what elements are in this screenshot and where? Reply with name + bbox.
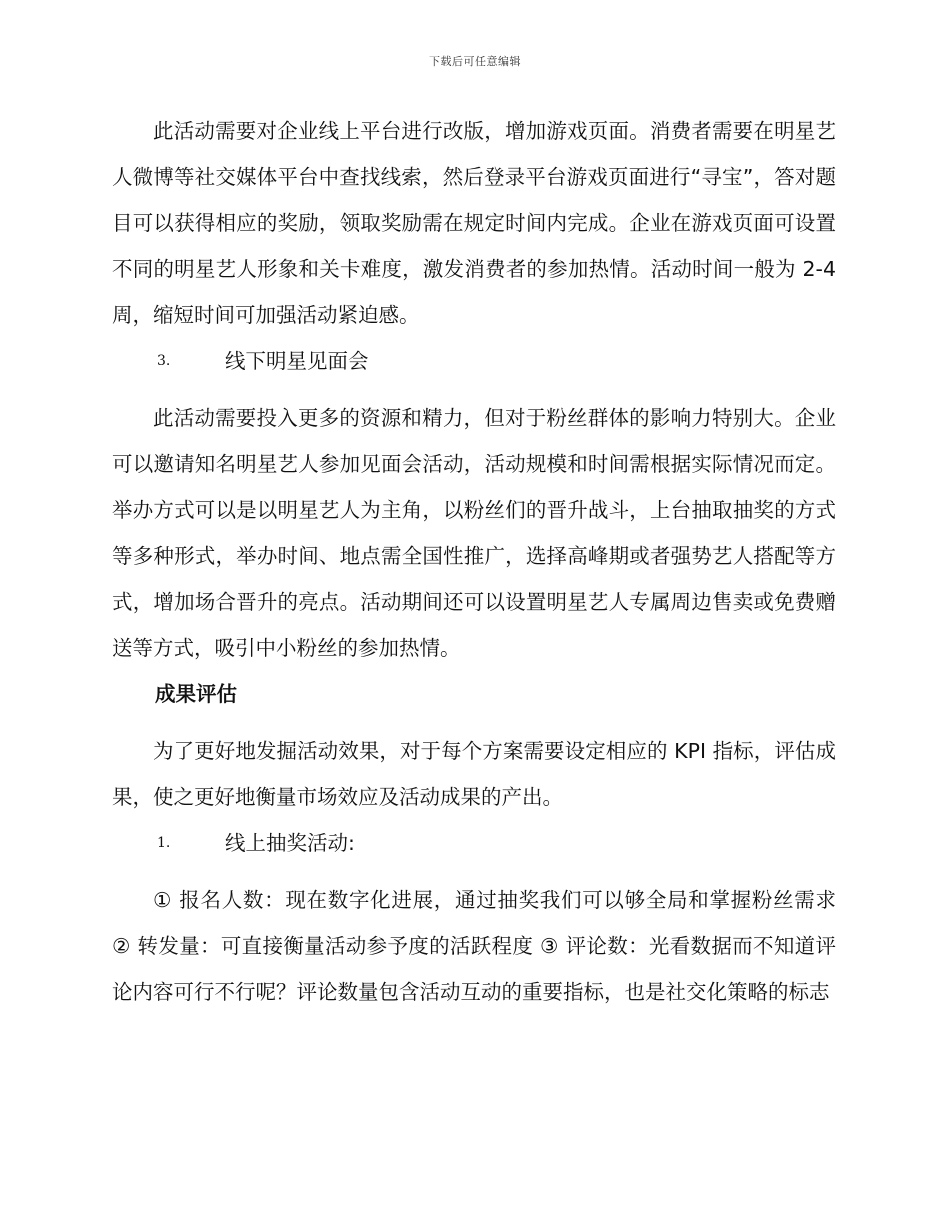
list-item-title: 线下明星见面会 (225, 349, 369, 373)
paragraph-lottery-metrics: ① 报名人数：现在数字化进展，通过抽奖我们可以够全局和掌握粉丝需求 ② 转发量：可直接衡量活动参予度的活跃程度 ③ 评论数：光看数据而不知道评论内容可行不行呢？评论数量包含活动互动的重要指标，也是社交化策略的标志 (112, 888, 836, 1004)
document-body (112, 108, 836, 1015)
list-item-title: 线上抽奖活动: (225, 831, 355, 855)
paragraph-offline-meetup: 此活动需要投入更多的资源和精力，但对于粉丝群体的影响力特别大。企业可以邀请知名明星艺人参加见面会活动，活动规模和时间需根据实际情况而定。举办方式可以是以明星艺人为主角，以粉丝们的晋升战斗，上台抽取抽奖的方式等多种形式，举办时间、地点需全国性推广，选择高峰期或者强势艺人搭配等方式，增加场合晋升的亮点。活动期间还可以设置明星艺人专属周边售卖或免费赠送等方式，吸引中小粉丝的参加热情。 (112, 406, 836, 660)
list-number: 1. (157, 835, 171, 851)
section-heading-evaluation: 成果评估 (155, 682, 237, 706)
paragraph-treasure-hunt: 此活动需要对企业线上平台进行改版，增加游戏页面。消费者需要在明星艺人微博等社交媒体平台中查找线索，然后登录平台游戏页面进行“寻宝”，答对题目可以获得相应的奖励，领取奖励需在规定时间内完成。企业在游戏页面可设置不同的明星艺人形象和关卡难度，激发消费者的参加热情。活动时间一般为 2-4 周，缩短时间可加强活动紧迫感。 (112, 119, 836, 327)
list-number: 3. (157, 353, 171, 369)
paragraph-kpi-intro: 为了更好地发掘活动效果，对于每个方案需要设定相应的 KPI 指标，评估成果，使之更好地衡量市场效应及活动成果的产出。 (112, 739, 836, 809)
list-item-online-lottery (112, 820, 836, 866)
page-header-note: 下载后可任意编辑 (429, 55, 521, 68)
list-item-offline-meetup (112, 338, 836, 384)
